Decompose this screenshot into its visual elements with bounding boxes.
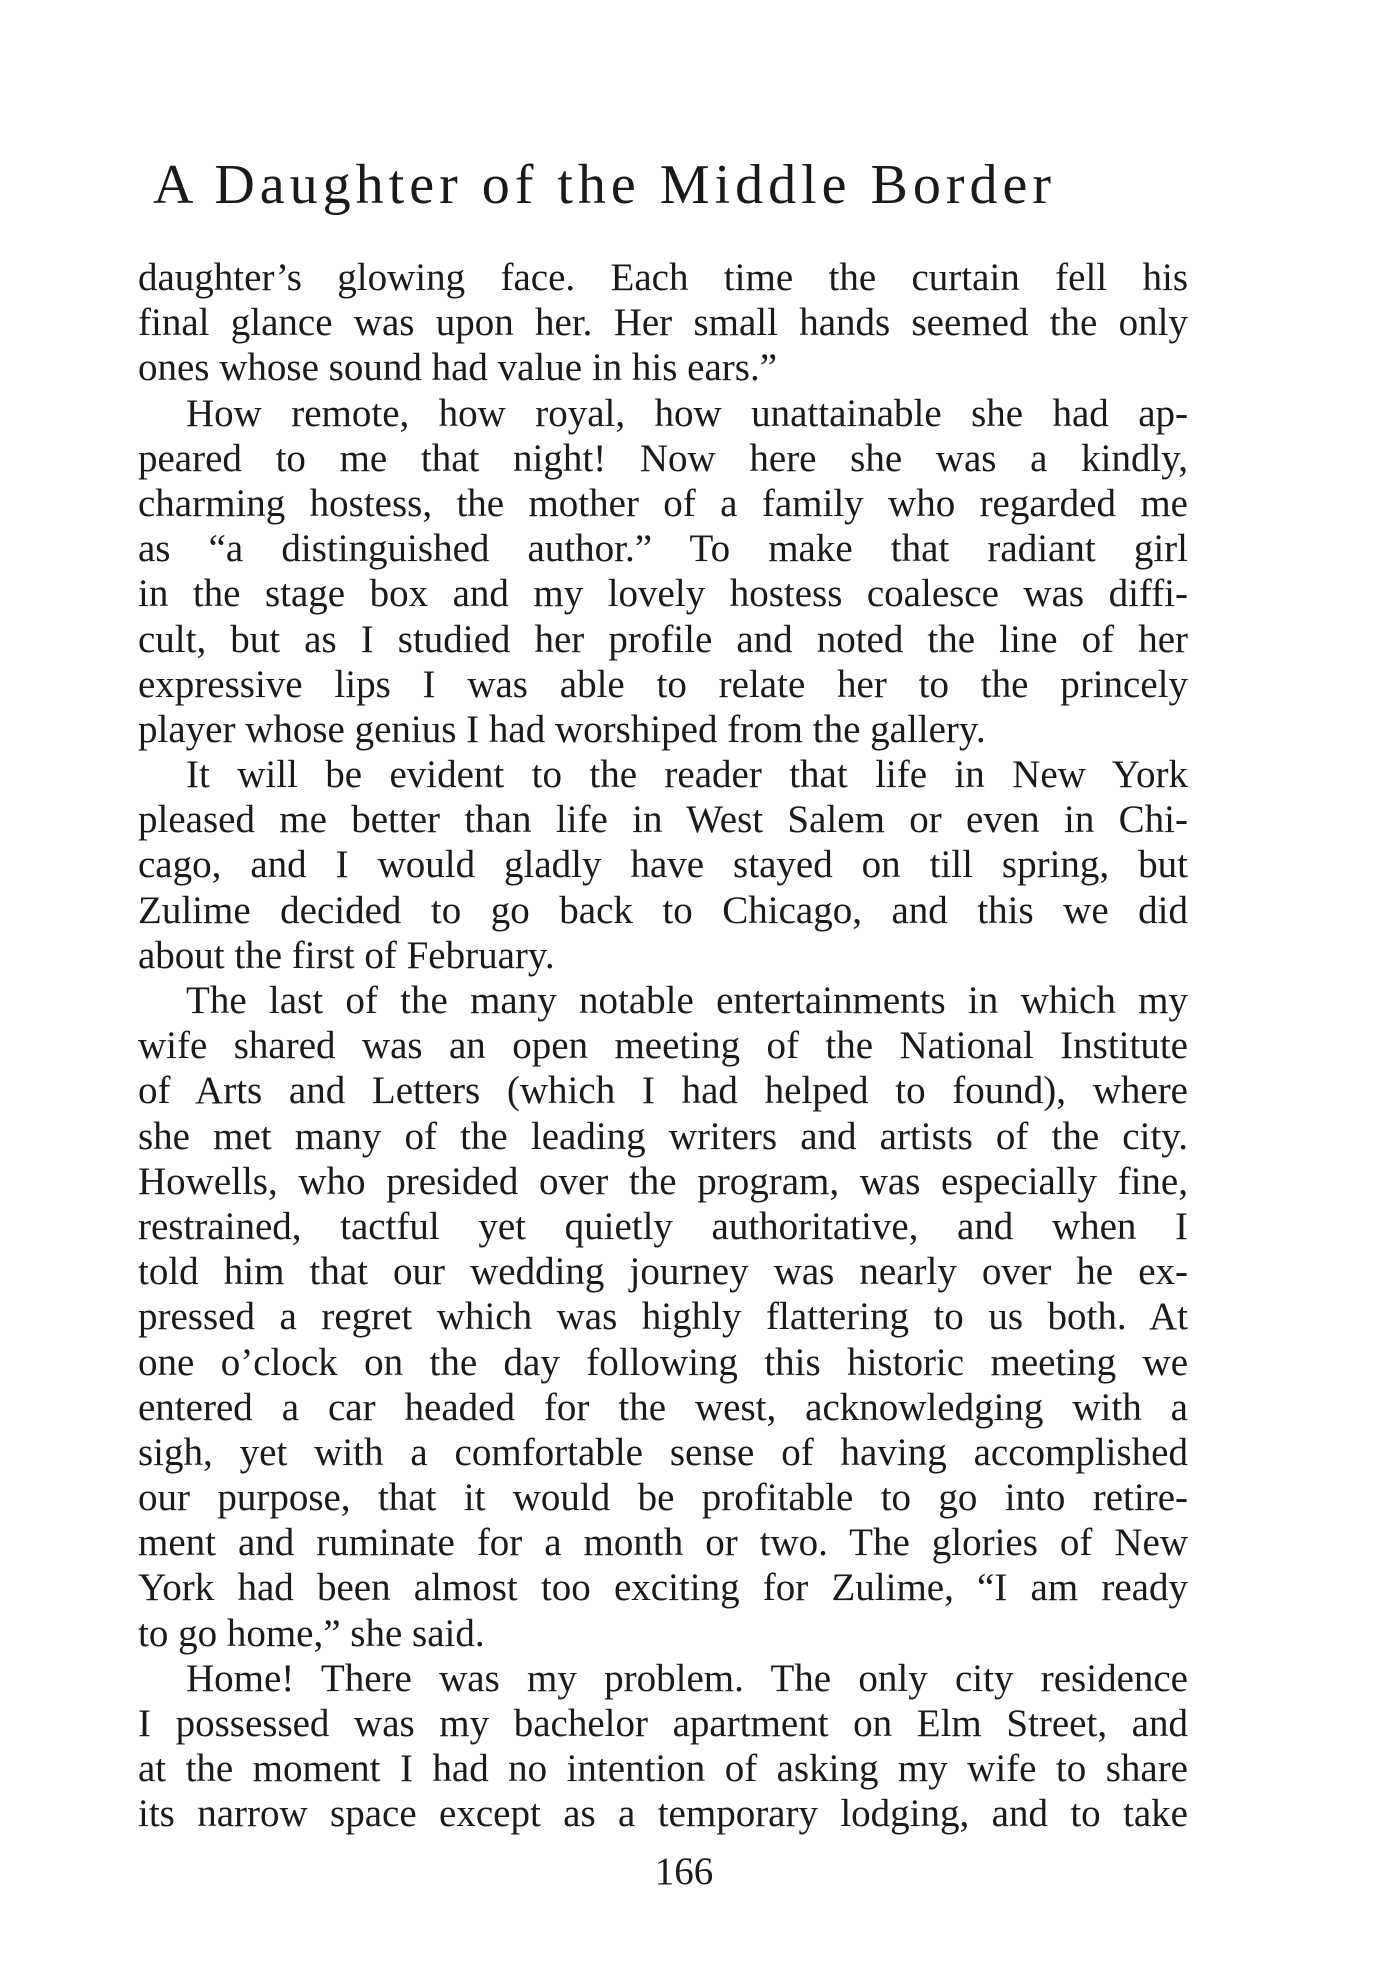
text-line: sigh, yet with a comfortable sense of having accomplished — [138, 1430, 1188, 1474]
text-line: It will be evident to the reader that life in New York — [186, 753, 1188, 797]
text-line: pleased me better than life in West Salem or even in Chi- — [138, 798, 1188, 842]
text-line: as “a distinguished author.” To make that radiant girl — [138, 527, 1188, 571]
text-line: York had been almost too exciting for Zulime, “I am ready — [138, 1566, 1188, 1610]
text-line: our purpose, that it would be profitable to go into retire- — [138, 1476, 1188, 1520]
text-line: Zulime decided to go back to Chicago, and this we did — [138, 888, 1188, 932]
text-line: expressive lips I was able to relate her to the princely — [138, 662, 1188, 706]
text-line: peared to me that night! Now here she was a kindly, — [138, 436, 1188, 480]
text-line: cago, and I would gladly have stayed on till spring, but — [138, 843, 1188, 887]
text-line: I possessed was my bachelor apartment on Elm Street, and — [138, 1702, 1188, 1745]
text-line: of Arts and Letters (which I had helped to found), where — [138, 1069, 1188, 1113]
text-line: entered a car headed for the west, acknowledging with a — [138, 1385, 1188, 1429]
body-text — [138, 255, 1188, 1837]
text-line: ones whose sound had value in his ears.” — [138, 346, 778, 390]
text-line: restrained, tactful yet quietly authoritative, and when I — [138, 1204, 1188, 1248]
text-line: The last of the many notable entertainments in which my — [186, 979, 1188, 1022]
text-line: at the moment I had no intention of asking my wife to share — [138, 1747, 1188, 1791]
text-line: she met many of the leading writers and artists of the city. — [138, 1114, 1188, 1158]
text-line: Home! There was my problem. The only city residence — [186, 1656, 1188, 1700]
text-line: charming hostess, the mother of a family who regarded me — [138, 481, 1188, 525]
text-line: to go home,” she said. — [138, 1611, 485, 1655]
page-number: 166 — [654, 1850, 714, 1893]
text-line: final glance was upon her. Her small hands seemed the only — [138, 301, 1188, 345]
text-line: told him that our wedding journey was nearly over he ex- — [138, 1250, 1188, 1294]
running-head: A Daughter of the Middle Border — [153, 154, 1057, 216]
text-line: wife shared was an open meeting of the National Institute — [138, 1024, 1188, 1068]
text-line: pressed a regret which was highly flattering to us both. At — [138, 1295, 1188, 1339]
text-line: cult, but as I studied her profile and noted the line of her — [138, 617, 1188, 661]
text-line: daughter’s glowing face. Each time the curtain fell his — [138, 256, 1188, 299]
text-line: about the first of February. — [138, 933, 555, 977]
text-line: ment and ruminate for a month or two. The glories of New — [138, 1521, 1188, 1565]
text-line: Howells, who presided over the program, was especially fine, — [138, 1159, 1188, 1203]
text-line: one o’clock on the day following this historic meeting we — [138, 1340, 1188, 1384]
text-line: its narrow space except as a temporary lodging, and to take — [138, 1792, 1188, 1836]
text-line: player whose genius I had worshiped from the gallery. — [138, 707, 986, 751]
text-line: How remote, how royal, how unattainable she had ap- — [186, 391, 1188, 435]
text-line: in the stage box and my lovely hostess coalesce was diffi- — [138, 572, 1188, 616]
